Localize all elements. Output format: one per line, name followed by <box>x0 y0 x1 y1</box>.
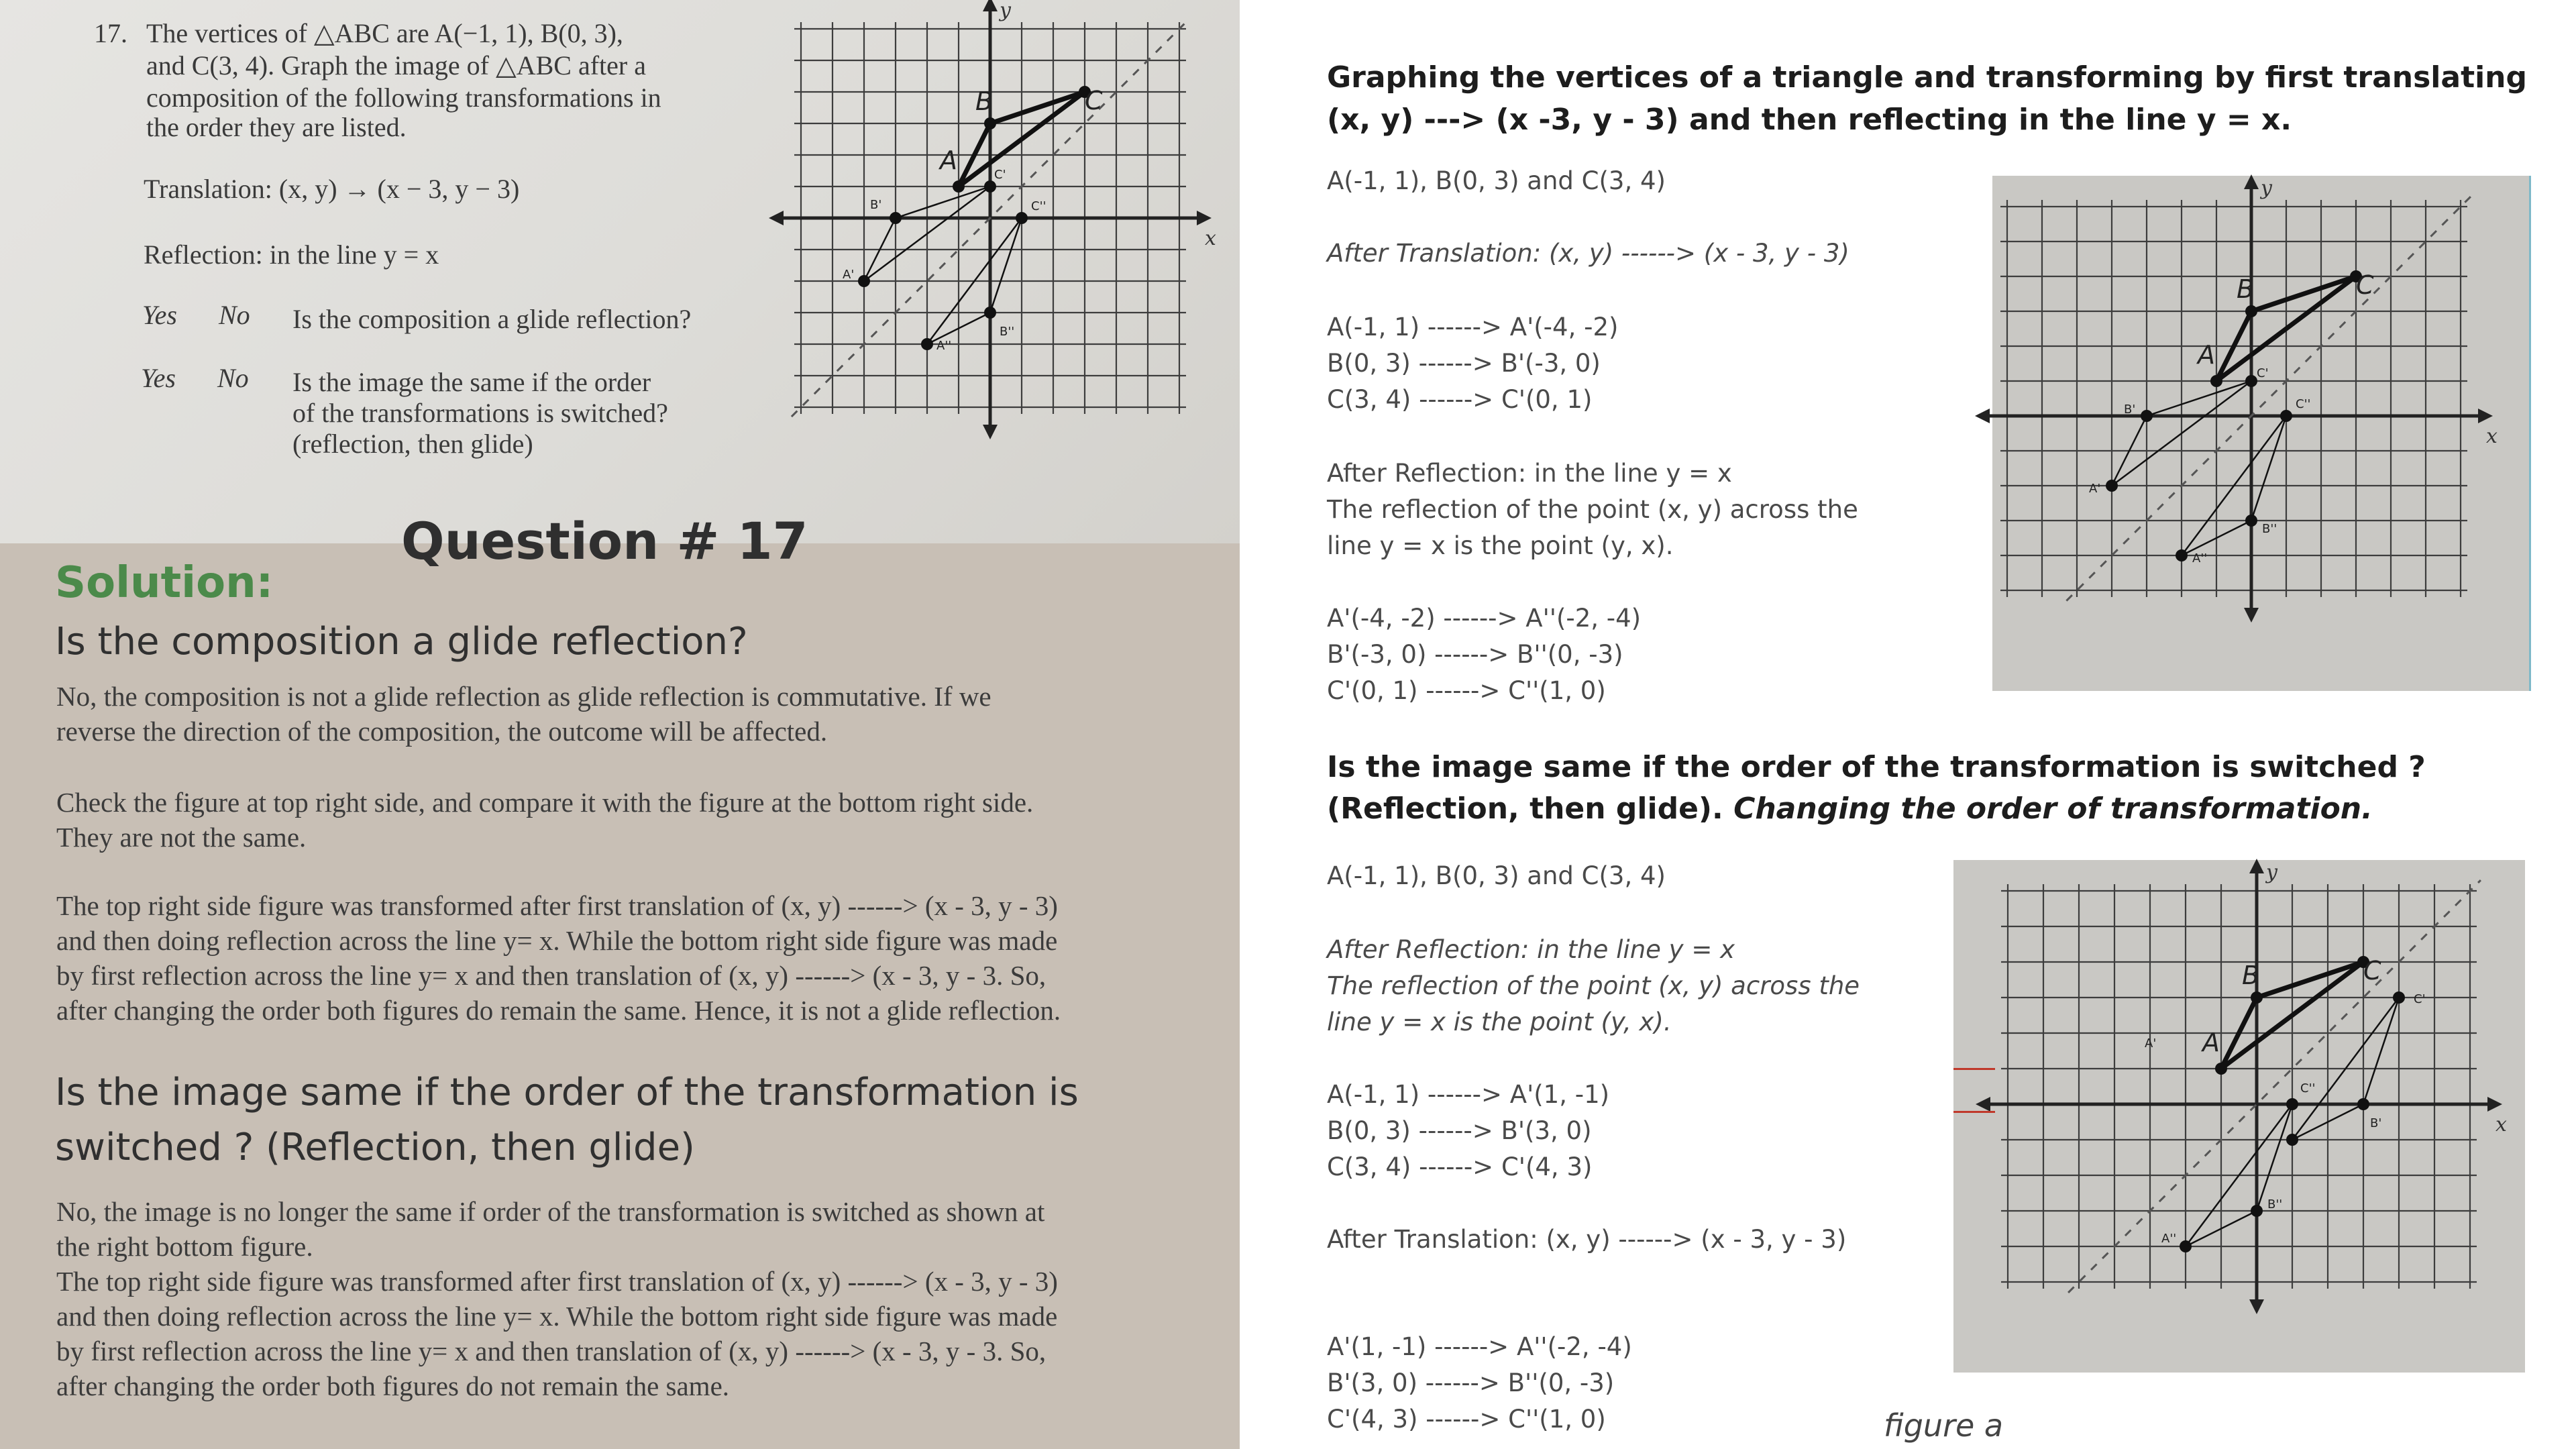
after-reflection-top: After Reflection: in the line y = x <box>1327 459 1732 488</box>
right-title-line-1: Graphing the vertices of a triangle and transforming by first translating <box>1327 60 2528 95</box>
label-b: B <box>975 87 994 116</box>
y-axis-label: y <box>2261 176 2272 200</box>
reflection-rule: Reflection: in the line y = x <box>144 239 439 270</box>
reflection-desc-2: line y = x is the point (y, x). <box>1327 531 1674 560</box>
label-a-prime: A' <box>2089 482 2101 496</box>
p3-line-1: The top right side figure was transformed after first translation of (x, y) ------> (x - 3, y - 3) <box>56 890 1058 921</box>
vertex-point-second <box>2280 410 2292 422</box>
vertex-point-second <box>2286 1098 2298 1110</box>
question-title: Question # 17 <box>401 511 808 571</box>
t-row-3: C(3, 4) ------> C'(0, 1) <box>1327 385 1593 414</box>
reflection-desc2-1: The reflection of the point (x, y) across the <box>1327 971 1860 1000</box>
label-c-double-prime: C'' <box>2300 1081 2316 1095</box>
p1-line-1: No, the composition is not a glide reflection as glide reflection is commutative. If we <box>56 681 991 712</box>
after-translation-bottom: After Translation: (x, y) ------> (x - 3, y - 3) <box>1327 1225 1847 1254</box>
t2-row-1: A'(1, -1) ------> A''(-2, -4) <box>1327 1332 1632 1361</box>
r2-row-1: A(-1, 1) ------> A'(1, -1) <box>1327 1080 1610 1109</box>
vertex-point-second <box>921 338 933 350</box>
figure-caption: figure a <box>1884 1407 2004 1444</box>
question-1: Is the composition a glide reflection? <box>292 304 692 334</box>
label-b-double-prime: B'' <box>2262 522 2277 536</box>
problem-line-3: composition of the following transformations in <box>146 83 661 113</box>
label-b-prime: B' <box>2370 1116 2382 1130</box>
label-b: B <box>2242 961 2260 990</box>
reflection-desc2-2: line y = x is the point (y, x). <box>1327 1008 1672 1036</box>
graph-reflect-then-translate <box>1953 860 2525 1373</box>
red-tick-1 <box>1953 1068 1995 1070</box>
vertex-point-first <box>2357 1098 2369 1110</box>
label-a-double-prime: A'' <box>2192 551 2208 566</box>
label-c-prime: C' <box>994 168 1006 182</box>
vertex-point-first <box>2286 1134 2298 1146</box>
vertex-point-first <box>890 212 902 224</box>
p4-line-6: after changing the order both figures do not remain the same. <box>56 1371 730 1401</box>
label-a: A <box>940 146 957 175</box>
label-a-prime: A' <box>2145 1036 2157 1051</box>
vertex-point-second <box>2251 1205 2263 1217</box>
p1-line-2: reverse the direction of the composition, the outcome will be affected. <box>56 716 828 747</box>
vertex-point-original <box>984 117 996 129</box>
q1-heading: Is the composition a glide reflection? <box>55 620 748 663</box>
vertex-point-second <box>2180 1240 2192 1252</box>
red-tick-2 <box>1953 1111 1995 1113</box>
problem-line-2: and C(3, 4). Graph the image of △ABC after a <box>146 50 646 80</box>
vertex-point-first <box>2393 991 2405 1004</box>
vertices-top: A(-1, 1), B(0, 3) and C(3, 4) <box>1327 166 1666 195</box>
r-row-3: C'(0, 1) ------> C''(1, 0) <box>1327 676 1606 705</box>
yes-option-1: Yes <box>142 300 177 330</box>
problem-number: 17. <box>94 18 127 48</box>
label-c: C <box>2356 270 2374 300</box>
t-row-2: B(0, 3) ------> B'(-3, 0) <box>1327 349 1601 378</box>
graph-background <box>745 13 1241 449</box>
graph-background <box>1953 860 2525 1373</box>
label-c-double-prime: C'' <box>2296 397 2311 411</box>
y-axis-label: y <box>2266 861 2277 884</box>
r-row-1: A'(-4, -2) ------> A''(-2, -4) <box>1327 604 1642 633</box>
t-row-1: A(-1, 1) ------> A'(-4, -2) <box>1327 313 1619 341</box>
reflection-desc-1: The reflection of the point (x, y) across the <box>1327 495 1858 524</box>
question-2-line-1: Is the image the same if the order <box>292 367 651 397</box>
p3-line-3: by first reflection across the line y= x and then translation of (x, y) ------> (x - 3, y - 3. So, <box>56 960 1046 991</box>
vertex-point-first <box>984 180 996 193</box>
q2-heading-line-2: switched ? (Reflection, then glide) <box>55 1126 695 1169</box>
x-axis-arrow-left <box>1975 409 1990 423</box>
problem-line-4: the order they are listed. <box>146 112 407 142</box>
no-option-2: No <box>217 363 249 393</box>
label-a-double-prime: A'' <box>936 339 952 353</box>
p4-line-3: The top right side figure was transformed after first translation of (x, y) ------> (x - 3, y - 3) <box>56 1266 1058 1297</box>
t2-row-3: C'(4, 3) ------> C''(1, 0) <box>1327 1405 1606 1434</box>
graph-background <box>1992 176 2529 691</box>
y-axis-label: y <box>1000 0 1011 22</box>
q2-heading-line-1: Is the image same if the order of the transformation is <box>55 1071 1079 1114</box>
q2-title-part-b: Changing the order of transformation. <box>1733 792 2373 826</box>
vertex-point-original <box>2215 1063 2227 1075</box>
label-c-prime: C' <box>2257 366 2269 380</box>
vertex-point-second <box>1016 212 1028 224</box>
label-c: C <box>1085 86 1103 115</box>
t2-row-2: B'(3, 0) ------> B''(0, -3) <box>1327 1368 1615 1397</box>
vertex-point-original <box>2210 375 2222 387</box>
label-b-prime: B' <box>870 198 882 212</box>
label-b: B <box>2237 274 2255 304</box>
question-2-line-2: of the transformations is switched? <box>292 398 668 428</box>
r-row-2: B'(-3, 0) ------> B''(0, -3) <box>1327 640 1623 669</box>
p4-line-4: and then doing reflection across the line y= x. While the bottom right side figure was made <box>56 1301 1058 1332</box>
p4-line-5: by first reflection across the line y= x and then translation of (x, y) ------> (x - 3, y - 3. So, <box>56 1336 1046 1366</box>
label-a: A <box>2198 340 2215 370</box>
x-axis-label: x <box>1205 227 1216 250</box>
p2-line-1: Check the figure at top right side, and compare it with the figure at the bottom right side. <box>56 787 1034 818</box>
label-a: A <box>2202 1028 2220 1057</box>
vertex-point-original <box>2245 305 2257 317</box>
q2-title-line-1: Is the image same if the order of the transformation is switched ? <box>1327 750 2426 784</box>
p4-line-1: No, the image is no longer the same if order of the transformation is switched as shown at <box>56 1196 1045 1227</box>
r2-row-3: C(3, 4) ------> C'(4, 3) <box>1327 1152 1593 1181</box>
vertices-bottom: A(-1, 1), B(0, 3) and C(3, 4) <box>1327 861 1666 890</box>
graph-translate-then-reflect <box>1992 176 2531 691</box>
vertex-point-second <box>2176 549 2188 561</box>
label-b-double-prime: B'' <box>2267 1197 2283 1212</box>
vertex-point-second <box>984 307 996 319</box>
vertex-point-first <box>858 275 870 287</box>
after-reflection-bottom: After Reflection: in the line y = x <box>1327 935 1735 964</box>
yes-option-2: Yes <box>141 363 176 393</box>
label-c-prime: C' <box>2414 992 2426 1006</box>
x-axis-label: x <box>2496 1113 2507 1136</box>
q2-title-part-a: (Reflection, then glide). <box>1327 792 1734 826</box>
label-a-prime: A' <box>843 268 855 282</box>
vertex-point-original <box>2251 991 2263 1004</box>
no-option-1: No <box>219 300 250 330</box>
right-title-line-2: (x, y) ---> (x -3, y - 3) and then reflecting in the line y = x. <box>1327 103 2292 137</box>
vertex-point-second <box>2245 515 2257 527</box>
label-b-double-prime: B'' <box>1000 325 1015 339</box>
solution-panel <box>0 511 1240 1449</box>
p2-line-2: They are not the same. <box>56 822 307 853</box>
solution-heading: Solution: <box>55 558 274 608</box>
vertex-point-first <box>2245 375 2257 387</box>
x-axis-label: x <box>2486 425 2498 448</box>
vertex-point-first <box>2106 480 2118 492</box>
label-c-double-prime: C'' <box>1031 199 1046 213</box>
label-b-prime: B' <box>2124 402 2136 417</box>
r2-row-2: B(0, 3) ------> B'(3, 0) <box>1327 1116 1592 1145</box>
p4-line-2: the right bottom figure. <box>56 1231 313 1262</box>
after-translation-top: After Translation: (x, y) ------> (x - 3, y - 3) <box>1327 239 1849 268</box>
question-2-line-3: (reflection, then glide) <box>292 429 533 459</box>
vertex-point-first <box>2141 410 2153 422</box>
p3-line-2: and then doing reflection across the line y= x. While the bottom right side figure was made <box>56 925 1058 956</box>
problem-line-1: The vertices of △ABC are A(−1, 1), B(0, 3), <box>146 18 623 48</box>
translation-rule: Translation: (x, y) → (x − 3, y − 3) <box>144 174 520 204</box>
p3-line-4: after changing the order both figures do remain the same. Hence, it is not a glide reflection. <box>56 995 1061 1026</box>
label-a-double-prime: A'' <box>2161 1232 2177 1246</box>
vertex-point-original <box>953 180 965 193</box>
label-c: C <box>2363 956 2381 985</box>
textbook-graph <box>745 0 1241 449</box>
q2-title-line-2 <box>1327 788 2373 830</box>
